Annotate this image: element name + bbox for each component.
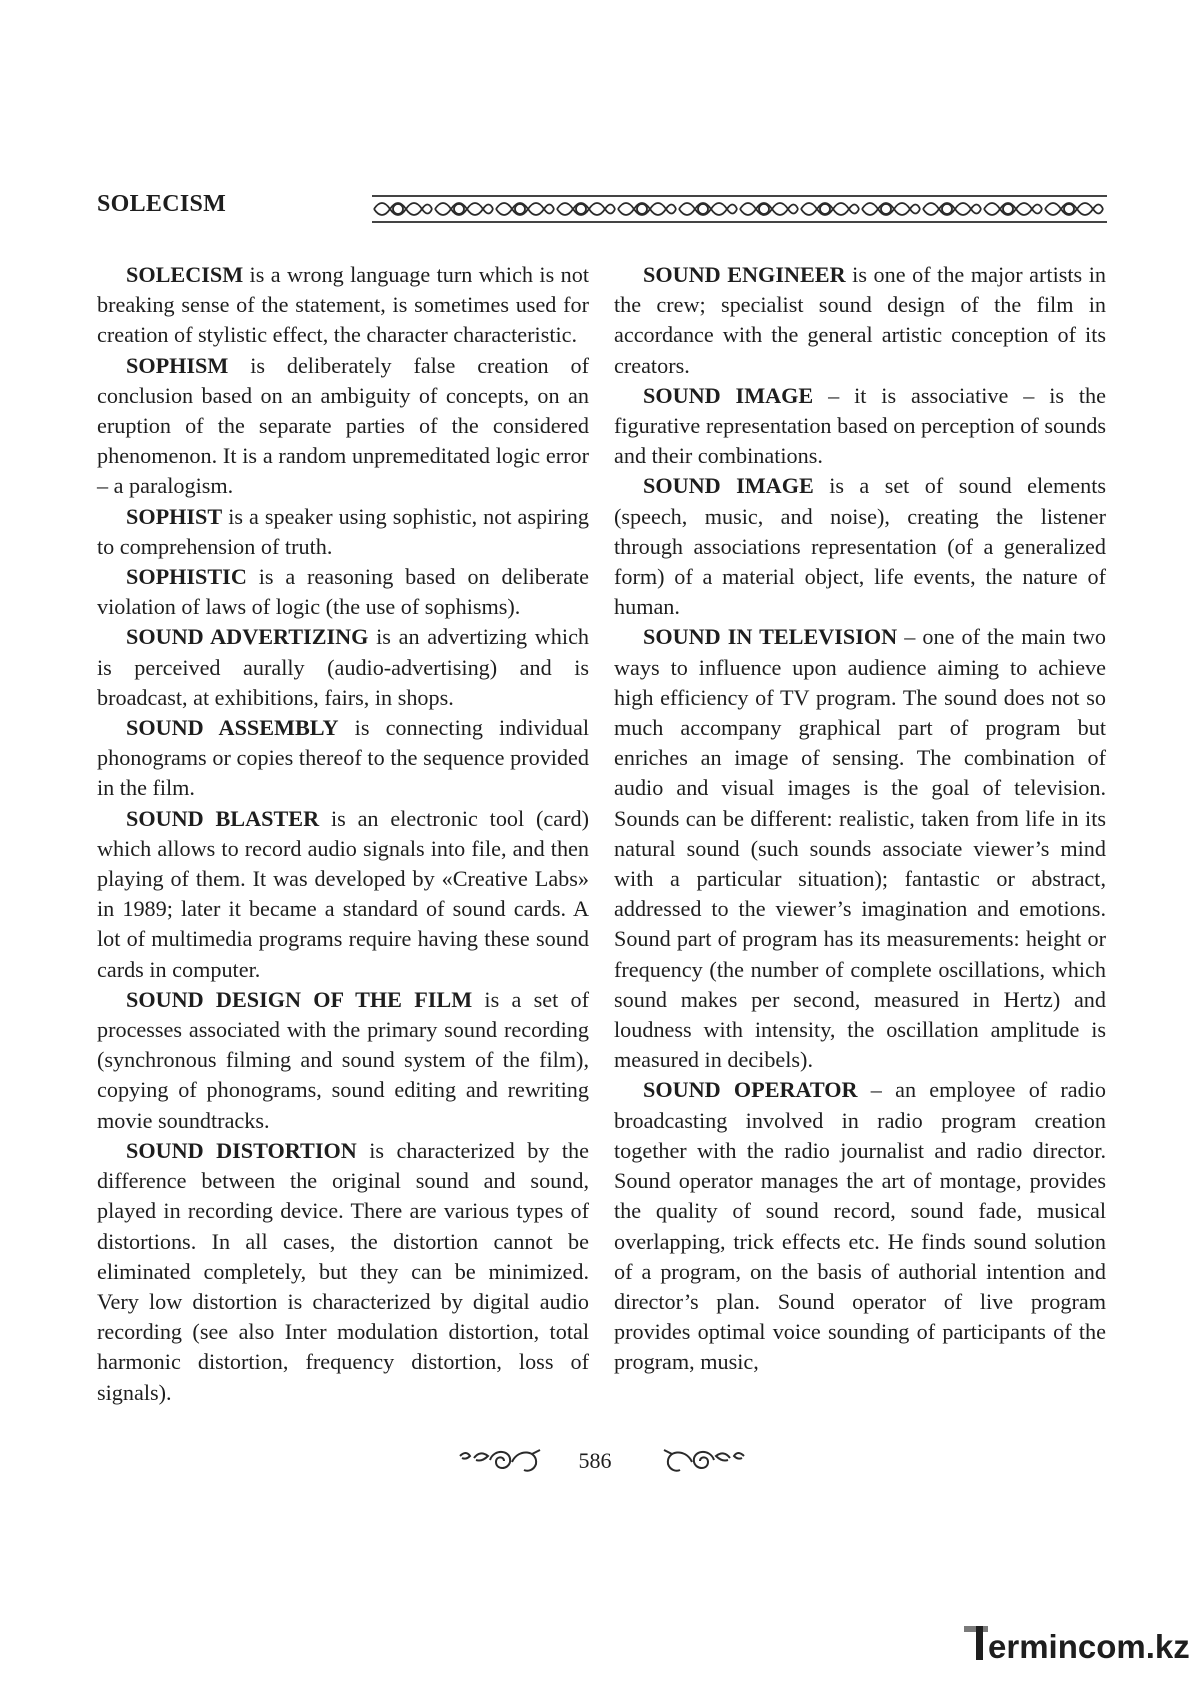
entry-definition: – an employee of radio broadcasting involved in radio program creation together with the radio journalist and radio director. Sound operator manages the art of montage, provides the quality of sound record, sound fade, musical overlapping, trick effects etc. He finds sound solution of a program, on the basis of authorial intention and director’s plan. Sound operator of live program provides optimal voice sounding of participants of the program, music, bbox=[614, 1077, 1106, 1375]
right-scroll-ornament-icon bbox=[660, 1446, 750, 1474]
entry-term: SOUND BLASTER bbox=[126, 805, 320, 831]
entry-term: SOUND ENGINEER bbox=[643, 262, 846, 287]
entry-term: SOPHISTIC bbox=[126, 564, 247, 590]
entry-definition: is a set of processes associated with the primary sound recording (synchronous filming and sound system of the film), copying of phonograms, sound editing and rewriting movie soundtracks. bbox=[97, 986, 589, 1133]
glossary-entry bbox=[97, 985, 589, 1136]
page-number: 586 bbox=[578, 1448, 612, 1473]
entry-definition: is an advertizing which is perceived aurally (audio-advertising) and is broadcast, at exhibitions, fairs, in shops. bbox=[97, 624, 590, 710]
entry-term: SOUND DESIGN OF THE FILM bbox=[126, 986, 473, 1012]
entry-definition: is characterized by the difference between the original sound and sound, played in recording device. There are various types of distortions. In all cases, the distortion cannot be eliminated completely, but they can be minimized. Very low distortion is characterized by digital audio recording (see also Inter modulation distortion, total harmonic distortion, frequency distortion, loss of signals). bbox=[97, 1137, 589, 1405]
entry-term: SOUND IN TELEVISION bbox=[643, 624, 898, 650]
glossary-entry bbox=[614, 381, 1106, 472]
glossary-entry bbox=[97, 351, 589, 502]
entry-term: SOPHISM bbox=[126, 352, 229, 378]
entry-definition: is a speaker using sophistic, not aspiring to comprehension of truth. bbox=[97, 503, 589, 559]
glossary-entry bbox=[97, 502, 589, 562]
entry-term: SOPHIST bbox=[126, 503, 223, 529]
right-column bbox=[614, 260, 1106, 1378]
glossary-entry bbox=[614, 622, 1106, 1075]
entry-definition: is one of the major artists in the crew; specialist sound design of the film in accordance with the general artistic conception of its creators. bbox=[614, 262, 1106, 378]
glossary-entry bbox=[614, 471, 1106, 622]
glossary-entry bbox=[614, 1075, 1106, 1377]
termincom-logo bbox=[962, 1622, 1190, 1668]
glossary-entry bbox=[97, 562, 589, 622]
running-head: SOLECISM bbox=[97, 191, 227, 217]
glossary-entry bbox=[97, 622, 589, 713]
svg-text:ermincom.kz: ermincom.kz bbox=[988, 1628, 1190, 1665]
entry-definition: – one of the main two ways to influence upon audience aiming to achieve high efficiency of TV program. The sound does not so much accompany graphical part of program but enriches an image of sensing. The combination of audio and visual images is the goal of television. Sounds can be different: realistic, taken from life in its natural sound (such sounds associate viewer’s mind with a particular situation); fantastic or abstract, addressed to the viewer’s imagination and emotions. Sound part of program has its measurements: height or frequency (the number of complete oscillations, which sound makes per second, measured in Hertz) and loudness with intensity, the oscillation amplitude is measured in decibels). bbox=[614, 624, 1106, 1073]
entry-definition: is a wrong language turn which is not breaking sense of the statement, is sometimes used for creation of stylistic effect, the character characteristic. bbox=[97, 262, 589, 348]
entry-term: SOUND IMAGE bbox=[643, 473, 814, 499]
entry-definition: is deliberately false creation of conclusion based on an ambiguity of concepts, on an eruption of the separate parties of the considered phenomenon. It is a random unpremeditated logic error – a paralogism. bbox=[97, 352, 589, 499]
entry-term: SOUND IMAGE bbox=[643, 382, 814, 408]
entry-definition: is connecting individual phonograms or copies thereof to the sequence provided in the film. bbox=[97, 715, 589, 801]
entry-definition: is an electronic tool (card) which allows to record audio signals into file, and then playing of them. It was developed by «Creative Labs» in 1989; later it became a standard of sound cards. A lot of multimedia programs require having these sound cards in computer. bbox=[97, 805, 589, 982]
entry-term: SOLECISM bbox=[126, 262, 244, 287]
glossary-entry bbox=[97, 1136, 589, 1408]
entry-term: SOUND ASSEMBLY bbox=[126, 715, 339, 741]
entry-term: SOUND DISTORTION bbox=[126, 1137, 357, 1163]
celtic-knot-band-icon bbox=[372, 194, 1107, 224]
entry-definition: – it is associative – is the figurative representation based on perception of sounds and their combinations. bbox=[614, 382, 1107, 469]
glossary-entry bbox=[97, 713, 589, 804]
entry-definition: is a reasoning based on deliberate violation of laws of logic (the use of sophisms). bbox=[97, 564, 589, 620]
entry-definition: is a set of sound elements (speech, music, and noise), creating the listener through associations representation (of a generalized form) of a material object, life events, the nature of human. bbox=[614, 473, 1106, 620]
left-scroll-ornament-icon bbox=[454, 1446, 544, 1474]
glossary-entry bbox=[97, 804, 589, 985]
glossary-entry bbox=[97, 260, 589, 351]
entry-term: SOUND OPERATOR bbox=[643, 1077, 858, 1103]
entry-term: SOUND ADVERTIZING bbox=[126, 624, 369, 650]
glossary-entry bbox=[614, 260, 1106, 381]
left-column bbox=[97, 260, 589, 1408]
